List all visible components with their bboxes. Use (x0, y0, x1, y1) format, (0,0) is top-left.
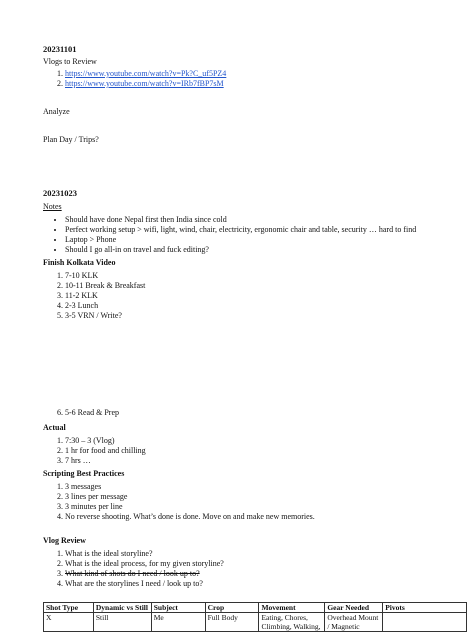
notes-heading: Notes (43, 202, 62, 211)
list-item: 1. 3 messages (65, 482, 444, 492)
vlog-links-list (43, 69, 444, 89)
youtube-link-2[interactable]: https://www.youtube.com/watch?v=IRb7fBP7sM (65, 79, 224, 88)
table-row (44, 613, 467, 632)
kolkata-schedule-list (43, 271, 444, 321)
column-header: Dynamic vs Still (93, 603, 151, 613)
actual-list (43, 436, 444, 466)
vlogs-to-review-label: Vlogs to Review (43, 57, 97, 66)
notes-list (43, 215, 444, 255)
list-item-struck: 3. What kind of shots do I need / look up to? (65, 569, 444, 579)
column-header: Gear Needed (325, 603, 383, 613)
list-item: 4. No reverse shooting. What’s done is done. Move on and make new memories. (65, 512, 444, 522)
table-cell: Overhead Mount / Magnetic (325, 613, 383, 632)
list-item: 2. 1 hr for food and chilling (65, 446, 444, 456)
table-cell: Full Body (205, 613, 259, 632)
youtube-link-1[interactable]: https://www.youtube.com/watch?v=Pk?C_uf5PZ4 (65, 69, 227, 78)
list-item: 2. 10-11 Break & Breakfast (65, 281, 444, 291)
vlog-review-list (43, 549, 444, 589)
vlog-review-heading: Vlog Review (43, 536, 86, 545)
column-header: Shot Type (44, 603, 94, 613)
actual-heading: Actual (43, 423, 66, 432)
plan-day-text: Plan Day / Trips? (43, 135, 99, 144)
analyze-text: Analyze (43, 107, 70, 116)
column-header: Movement (259, 603, 325, 613)
table-cell: X (44, 613, 94, 632)
list-item: 1. 7-10 KLK (65, 271, 444, 281)
list-item: • Perfect working setup > wifi, light, wind, chair, electricity, ergonomic chair and table, security … hard to find (65, 225, 444, 235)
scripting-heading: Scripting Best Practices (43, 469, 125, 478)
list-item: 2. What is the ideal process, for my given storyline? (65, 559, 444, 569)
date-heading-20231023: 20231023 (43, 188, 77, 198)
table-cell (383, 613, 467, 632)
list-item: 1. 7:30 – 3 (Vlog) (65, 436, 444, 446)
list-item: 5. 3-5 VRN / Write? (65, 311, 444, 321)
list-item: • Should I go all-in on travel and fuck editing? (65, 245, 444, 255)
date-heading-20231101: 20231101 (43, 44, 77, 54)
list-item: 4. What are the storylines I need / look up to? (65, 579, 444, 589)
shots-table (43, 602, 467, 632)
finish-kolkata-heading: Finish Kolkata Video (43, 258, 116, 267)
column-header: Subject (151, 603, 205, 613)
list-item: 4. 2-3 Lunch (65, 301, 444, 311)
kolkata-schedule-list-continued (43, 408, 444, 418)
list-item: 6. 5-6 Read & Prep (65, 408, 444, 418)
list-item (65, 69, 444, 79)
list-item: 3. 3 minutes per line (65, 502, 444, 512)
list-item: 2. 3 lines per message (65, 492, 444, 502)
table-cell: Eating, Chores, Climbing, Walking, (259, 613, 325, 632)
list-item: • Should have done Nepal first then India since cold (65, 215, 444, 225)
list-item: 1. What is the ideal storyline? (65, 549, 444, 559)
list-item: 3. 11-2 KLK (65, 291, 444, 301)
table-cell: Still (93, 613, 151, 632)
table-header-row (44, 603, 467, 613)
list-item: 3. 7 hrs … (65, 456, 444, 466)
table-cell: Me (151, 613, 205, 632)
column-header: Crop (205, 603, 259, 613)
scripting-list (43, 482, 444, 522)
list-item (65, 79, 444, 89)
column-header: Pivots (383, 603, 467, 613)
list-item: • Laptop > Phone (65, 235, 444, 245)
